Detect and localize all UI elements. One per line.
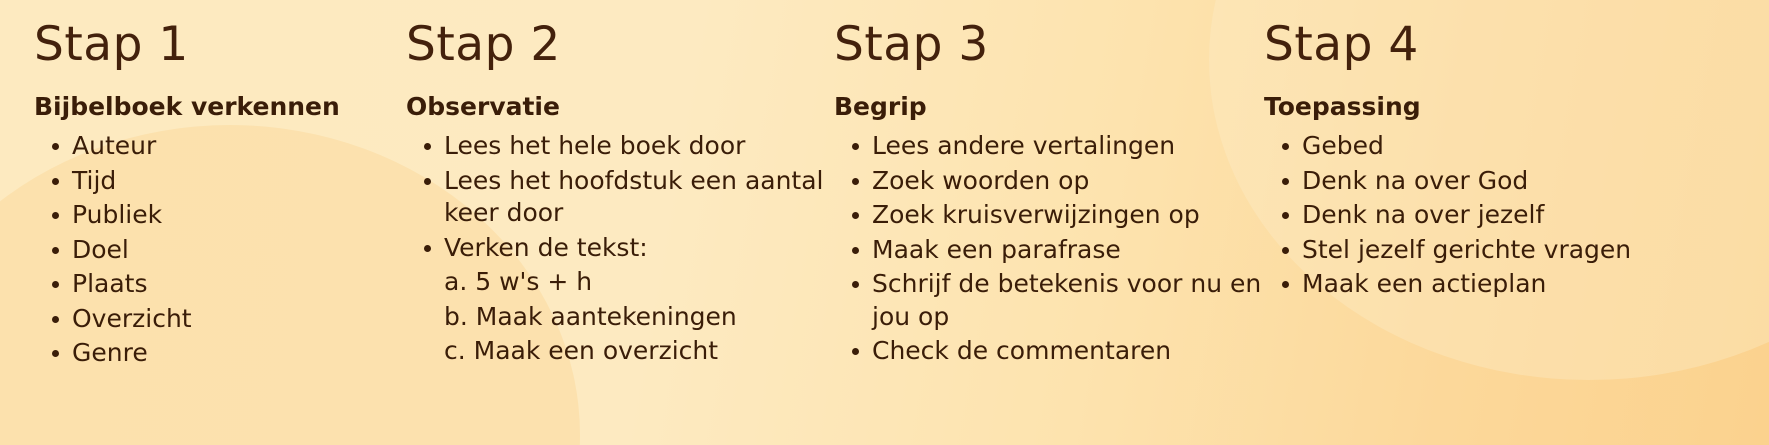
step-heading: Observatie (406, 92, 560, 122)
step-heading: Bijbelboek verkennen (34, 92, 340, 122)
list-item: Lees het hele boek door (406, 130, 834, 163)
list-item: Plaats (34, 268, 406, 301)
list-item: Lees andere vertalingen (834, 130, 1264, 163)
list-item: Gebed (1264, 130, 1704, 163)
step-heading: Begrip (834, 92, 927, 122)
list-item: Auteur (34, 130, 406, 163)
list-item: Maak een actieplan (1264, 268, 1704, 301)
list-item: Stel jezelf gerichte vragen (1264, 234, 1704, 267)
list-subitem: c. Maak een overzicht (444, 336, 719, 366)
list-subitem: b. Maak aantekeningen (444, 301, 737, 331)
step-heading: Toepassing (1264, 92, 1421, 122)
list-item: Doel (34, 234, 406, 267)
step-title: Stap 3 (834, 17, 989, 72)
list-item: Zoek kruisverwijzingen op (834, 199, 1264, 232)
step-title: Stap 2 (406, 17, 561, 72)
list-item: Publiek (34, 199, 406, 232)
step-column-1 (34, 18, 406, 372)
list-item: Denk na over God (1264, 165, 1704, 198)
step-list (406, 130, 834, 368)
step-column-4 (1264, 18, 1704, 303)
step-title: Stap 1 (34, 17, 189, 72)
list-item: Denk na over jezelf (1264, 199, 1704, 232)
step-list (1264, 130, 1704, 301)
list-subitem: a. 5 w's + h (444, 267, 593, 297)
list-item: Schrijf de betekenis voor nu en jou op (834, 268, 1264, 333)
list-item: Verken de tekst: (406, 232, 834, 265)
step-column-3 (834, 18, 1264, 370)
step-list (834, 130, 1264, 368)
list-item: Genre (34, 337, 406, 370)
list-item: Tijd (34, 165, 406, 198)
list-item: Zoek woorden op (834, 165, 1264, 198)
step-title: Stap 4 (1264, 17, 1419, 72)
list-item: Maak een parafrase (834, 234, 1264, 267)
list-item: Lees het hoofdstuk een aantal keer door (406, 165, 834, 230)
list-item: Check de commentaren (834, 335, 1264, 368)
list-item: Overzicht (34, 303, 406, 336)
step-list (34, 130, 406, 370)
step-column-2 (406, 18, 834, 370)
